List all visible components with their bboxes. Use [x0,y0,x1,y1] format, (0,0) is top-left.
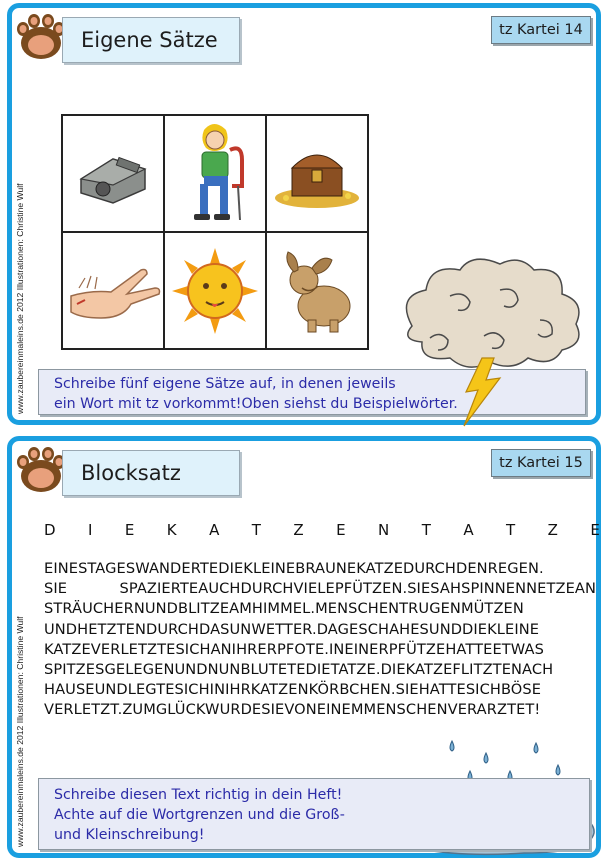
kartei-label: tz Kartei 14 [491,16,591,44]
dog-icon [272,246,362,336]
treasure-chest-picture [266,115,368,232]
heading-letter: E [336,521,346,539]
text-line: KATZEVERLETZTESICHANIHRERPFOTE.INEINERPFÜTZEHATTEETWAS [44,640,544,658]
card-title: Blocksatz [62,450,240,496]
sun-picture [164,232,266,349]
instruction-box [38,778,590,850]
text-line: SPITZESGELEGENUNDNUNBLUTETEDIETATZE.DIEKATZEFLITZTENACH [44,661,554,679]
heading-letter: T [251,521,261,539]
girl-on-chair-picture [164,115,266,232]
pencil-sharpener-icon [73,139,153,209]
text-line: SIE SPAZIERTEAUCHDURCHVIELEPFÜTZEN.SIESAHSPINNENNETZEAN [44,580,596,598]
instruction-line: Schreibe fünf eigene Sätze auf, in denen jeweils [54,376,396,392]
credit-text: www.zaubereinmaleins.de 2012 Illustrationen: Christine Wulf [15,183,25,414]
thundercloud-icon [390,256,606,432]
treasure-chest-icon [272,138,362,210]
hand-picture [62,232,164,349]
instruction-line: ein Wort mit tz vorkommt!Oben siehst du Beispielwörter. [54,396,458,412]
dog-picture [266,232,368,349]
credit-text: www.zaubereinmaleins.de 2012 Illustrationen: Christine Wulf [15,616,25,847]
text-line: EINESTAGESWANDERTEDIEKLEINEBRAUNEKATZEDURCHDENREGEN. [44,560,544,577]
paw-icon [14,12,68,62]
girl-on-chair-icon [180,120,250,228]
heading-letter: T [421,521,431,539]
task-card-eigene-saetze [7,3,601,425]
instruction-line: und Kleinschreibung! [54,827,205,843]
heading-letter: K [166,521,177,539]
example-picture-grid [61,114,369,350]
text-line: UNDHETZTENDURCHDASUNWETTER.DAGESCHAHESUNDDIEKLEINE [44,620,540,638]
instruction-line: Achte auf die Wortgrenzen und die Groß- [54,807,345,823]
heading-letter: A [463,521,474,539]
spaced-heading [44,521,600,539]
paw-icon [14,445,68,495]
card-title: Eigene Sätze [62,17,240,63]
heading-letter: A [209,521,220,539]
task-card-blocksatz [7,436,601,858]
heading-letter: I [88,521,93,539]
text-line: STRÄUCHERNUNDBLITZEAMHIMMEL.MENSCHENTRUGENMÜTZEN [44,600,524,618]
heading-letter: Z [293,521,304,539]
heading-letter: Z [547,521,558,539]
pencil-sharpener-picture [62,115,164,232]
heading-letter: E [124,521,135,539]
text-line: HAUSEUNDLEGTESICHINIHRKATZENKÖRBCHEN.SIEHATTESICHBÖSE [44,681,542,699]
heading-letter: N [378,521,390,539]
text-line: VERLETZT.ZUMGLÜCKWURDESIEVONEINEMMENSCHENVERARZTET! [44,701,541,719]
heading-letter: T [506,521,516,539]
kartei-label: tz Kartei 15 [491,449,591,477]
hand-icon [65,256,161,326]
heading-letter: D [44,521,56,539]
instruction-line: Schreibe diesen Text richtig in dein Heft! [54,787,343,803]
block-text [44,559,596,721]
sun-icon [170,246,260,336]
heading-letter: E [590,521,600,539]
